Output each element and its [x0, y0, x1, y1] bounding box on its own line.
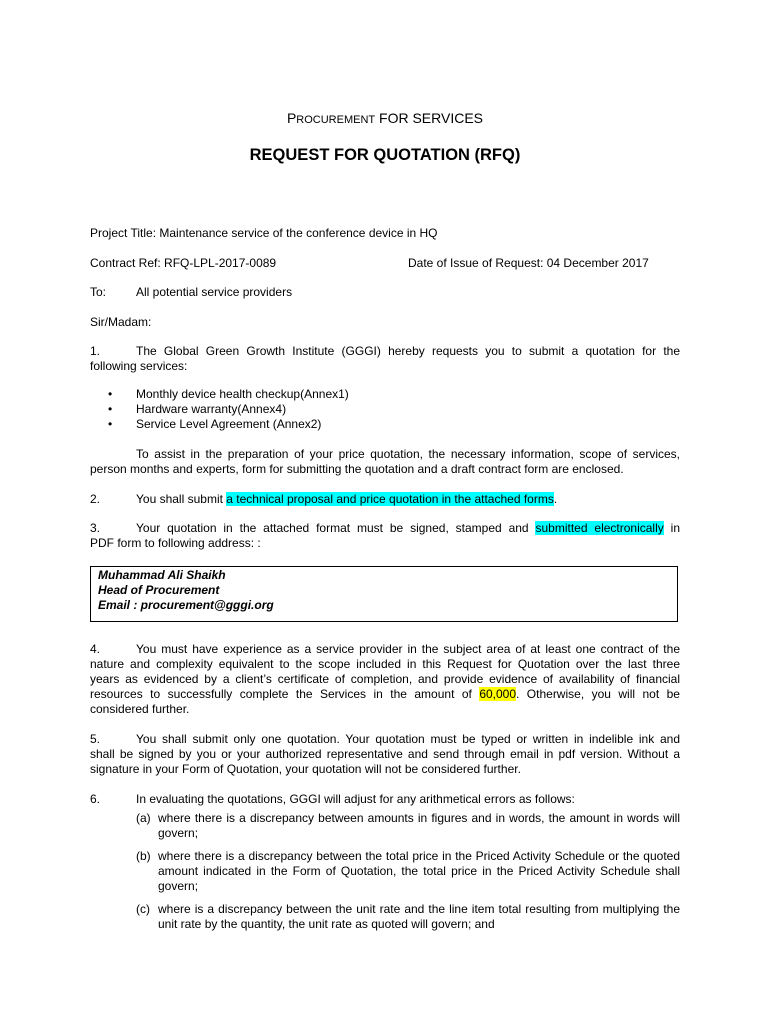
services-list — [108, 387, 349, 432]
list-item: (a) where there is a discrepancy between amounts in figures and in words, the amount in words will govern; — [136, 811, 680, 840]
para-6-number: 6. — [90, 792, 101, 806]
project-title: Project Title: Maintenance service of the conference device in HQ — [90, 226, 438, 240]
contract-ref: Contract Ref: RFQ-LPL-2017-0089 — [90, 256, 277, 270]
list-item: • Service Level Agreement (Annex2) — [108, 417, 349, 432]
date-of-issue: Date of Issue of Request: 04 December 2017 — [408, 256, 649, 270]
highlighted-text: submitted electronically — [535, 521, 664, 535]
para-5-number: 5. — [90, 732, 101, 746]
address-box — [90, 566, 678, 622]
highlighted-text: a technical proposal and price quotation in the attached forms — [226, 492, 554, 506]
para-2-number: 2. — [90, 492, 101, 506]
para-3-rest: PDF form to following address: : — [90, 536, 261, 550]
list-item: (b) where there is a discrepancy between the total price in the Priced Activity Schedule or the quoted amount indicated in the Form of Quotation, the total price in the Priced Activity Schedule shall govern; — [136, 849, 680, 893]
contact-email: Email : procurement@gggi.org — [98, 598, 274, 612]
para-5-line-2: shall be signed by you or your authorized representative and send through email in pdf version. Without a — [90, 747, 680, 761]
para-3-first-line: Your quotation in the attached format must be signed, stamped and submitted electronically in — [136, 521, 680, 535]
para-4-number: 4. — [90, 642, 101, 656]
contact-role: Head of Procurement — [98, 583, 220, 597]
section-heading: PROCUREMENT FOR SERVICES — [286, 110, 484, 126]
highlighted-amount: 60,000 — [479, 687, 517, 701]
para-5-line-1: You shall submit only one quotation. Your quotation must be typed or written in indelible ink and — [136, 732, 680, 746]
para-5-line-3: signature in your Form of Quotation, your quotation will not be considered further. — [90, 762, 521, 776]
para-1-rest: following services: — [90, 359, 188, 373]
list-item: (c) where is a discrepancy between the unit rate and the line item total resulting from multiplying the unit rate by the quantity, the unit rate as quoted will govern; and — [136, 902, 680, 931]
assist-rest: person months and experts, form for submitting the quotation and a draft contract form are enclosed. — [90, 462, 624, 476]
para-1-first-line: The Global Green Growth Institute (GGGI) hereby requests you to submit a quotation for the — [136, 344, 680, 358]
to-label: To: — [90, 285, 107, 299]
assist-first-line: To assist in the preparation of your price quotation, the necessary information, scope of services, — [136, 447, 680, 461]
para-4-line-4: resources to successfully complete the Services in the amount of 60,000. Otherwise, you will not be — [90, 687, 680, 701]
salutation: Sir/Madam: — [90, 315, 152, 329]
para-2-text: You shall submit a technical proposal and price quotation in the attached forms. — [136, 492, 558, 506]
list-item: • Monthly device health checkup(Annex1) — [108, 387, 349, 402]
to-value: All potential service providers — [136, 285, 293, 299]
para-4-line-3: years as evidenced by a client’s certificate of completion, and provide evidence of availability of financial — [90, 672, 680, 686]
list-item: • Hardware warranty(Annex4) — [108, 402, 349, 417]
document-title: REQUEST FOR QUOTATION (RFQ) — [249, 146, 521, 164]
para-1-number: 1. — [90, 344, 101, 358]
para-6-intro: In evaluating the quotations, GGGI will adjust for any arithmetical errors as follows: — [136, 792, 575, 806]
para-4-line-2: nature and complexity equivalent to the scope included in this Request for Quotation over the last three — [90, 657, 680, 671]
contact-name: Muhammad Ali Shaikh — [98, 568, 226, 582]
para-3-number: 3. — [90, 521, 101, 535]
para-4-line-1: You must have experience as a service provider in the subject area of at least one contract of the — [136, 642, 680, 656]
para-4-line-5: considered further. — [90, 702, 190, 716]
